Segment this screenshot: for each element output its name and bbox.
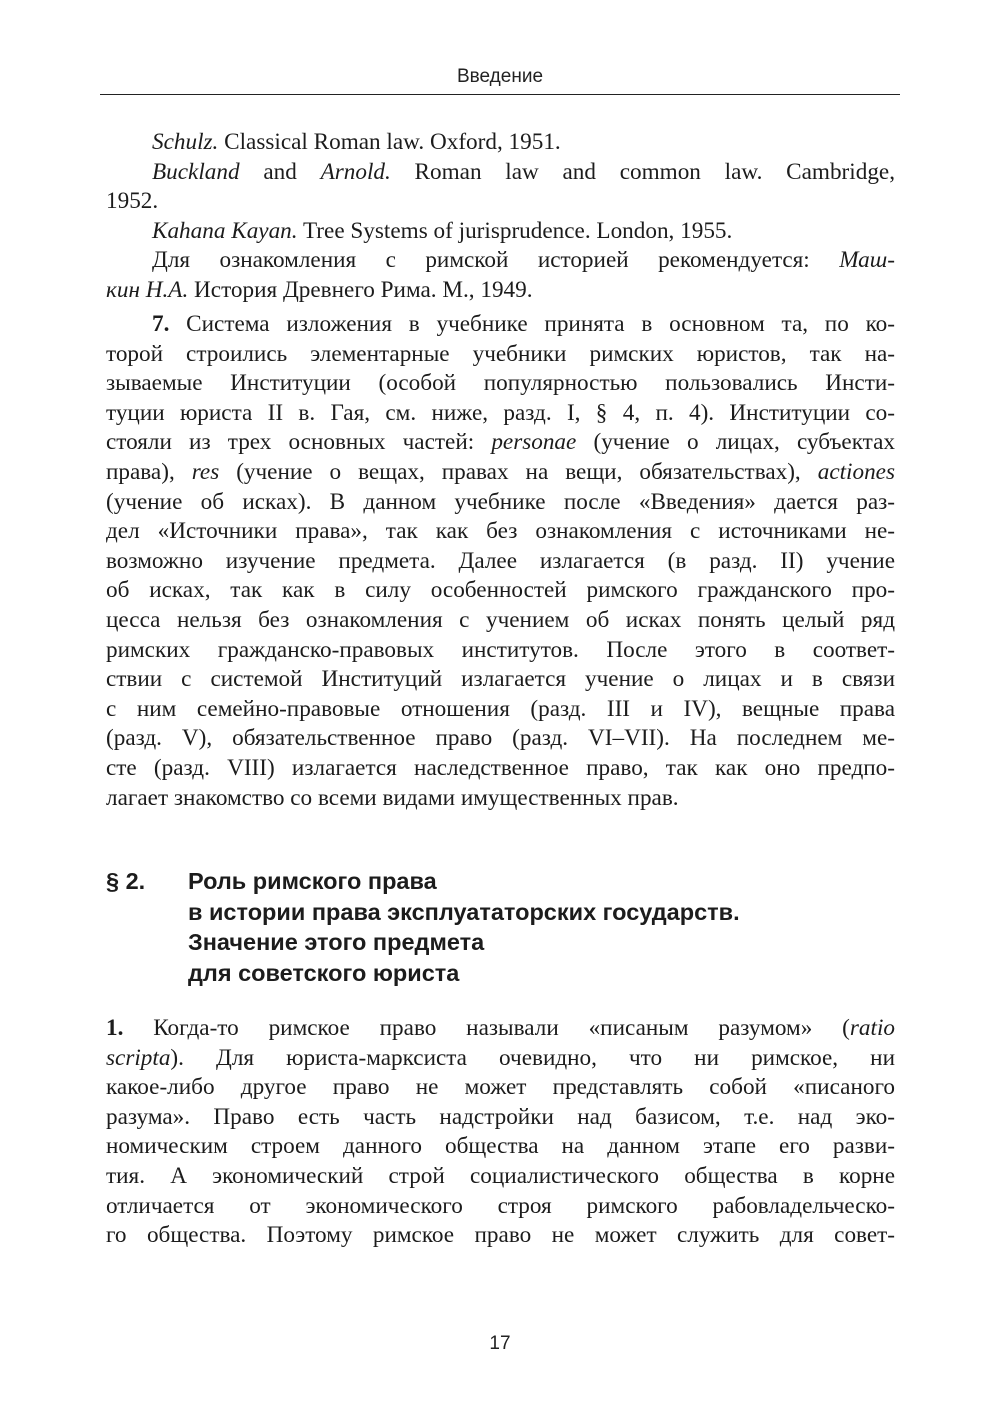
section-title-line: в истории права эксплуататорских государств. xyxy=(188,898,740,925)
reference-title: Classical Roman law. Oxford, 1951. xyxy=(218,129,561,155)
latin-term: personae xyxy=(491,429,577,456)
paragraph-line: цесса нельзя без ознакомления с учением об исках понять целый ряд xyxy=(106,606,895,633)
reference-author: Kahana Kayan. xyxy=(152,217,298,244)
reference-mashkin xyxy=(106,276,895,306)
paragraph-1 xyxy=(106,1014,895,1251)
paragraph-line: scripta). Для юриста-марксиста очевидно, что ни римское, ни xyxy=(106,1044,895,1071)
paragraph-line: туции юриста II в. Гая, см. ниже, разд. I, § 4, п. 4). Институции со- xyxy=(106,399,895,426)
reference-intro: Для ознакомления с римской историей рекомендуется: xyxy=(152,247,840,274)
bibliography-block xyxy=(106,128,895,306)
paragraph-line: ствии с системой Институций излагается учение о лицах и в связи xyxy=(106,666,895,693)
paragraph-number: 7. xyxy=(152,311,170,337)
running-head: Введение xyxy=(100,64,900,95)
section-title xyxy=(188,866,908,988)
paragraph-line: торой строились элементарные учебники римских юристов, так на- xyxy=(106,340,895,367)
paragraph-line: зываемые Институции (особой популярностью пользовались Инсти- xyxy=(106,370,895,397)
paragraph-line: с ним семейно-правовые отношения (разд. III и IV), вещные права xyxy=(106,695,895,722)
reference-schulz xyxy=(106,128,895,158)
page-number: 17 xyxy=(489,1333,511,1354)
section-number: § 2. xyxy=(106,868,146,894)
paragraph-line: го общества. Поэтому римское право не может служить для совет- xyxy=(106,1222,895,1249)
paragraph-line: 7. Система изложения в учебнике принята в основном та, по ко- xyxy=(152,311,895,337)
reference-author: Schulz. xyxy=(152,129,219,155)
reference-author: кин Н.А. xyxy=(106,276,189,303)
paragraph-line: лагает знакомство со всеми видами имущественных прав. xyxy=(106,784,679,811)
paragraph-line: об исках, так как в силу особенностей римского гражданского про- xyxy=(106,577,895,604)
paragraph-line: разума». Право есть часть надстройки над базисом, т.е. над эко- xyxy=(106,1103,895,1130)
paragraph-line: 1. Когда-то римское право называли «писаным разумом» (ratio xyxy=(106,1015,895,1041)
section-title-line: для советского юриста xyxy=(188,959,460,986)
latin-term: actiones xyxy=(817,458,895,485)
reference-title: История Древнего Рима. М., 1949. xyxy=(188,276,533,303)
reference-author: Buckland xyxy=(152,158,240,185)
paragraph-line: какое-либо другое право не может представлять собой «писаного xyxy=(106,1074,895,1101)
reference-buckland xyxy=(106,158,895,188)
paragraph-line: стояли из трех основных частей: personae (учение о лицах, субъектах xyxy=(106,429,895,456)
paragraph-7 xyxy=(106,310,895,813)
section-title-line: Роль римского права xyxy=(188,868,437,894)
paragraph-line: номическим строем данного общества на данном этапе его разви- xyxy=(106,1133,895,1160)
paragraph-line: отличается от экономического строя римского рабовладельческо- xyxy=(106,1192,895,1219)
paragraph-line: возможно изучение предмета. Далее излагается (в разд. II) учение xyxy=(106,547,895,574)
reference-buckland-year: 1952. xyxy=(106,188,159,215)
paragraph-line: тия. А экономический строй социалистического общества в корне xyxy=(106,1162,895,1189)
reference-author: Маш- xyxy=(839,247,895,274)
latin-term: ratio xyxy=(849,1015,895,1041)
section-title-line: Значение этого предмета xyxy=(188,929,485,955)
paragraph-line: права), res (учение о вещах, правах на вещи, обязательствах), actiones xyxy=(106,458,895,485)
reference-conjunction: and xyxy=(239,158,321,185)
paragraph-line: римских гражданско-правовых институтов. После этого в соответ- xyxy=(106,636,895,663)
reference-title: Tree Systems of jurisprudence. London, 1955. xyxy=(297,217,733,244)
reference-title: Roman law and common law. Cambridge, xyxy=(390,158,896,185)
latin-term: scripta xyxy=(106,1044,171,1071)
paragraph-line: (учение об исках). В данном учебнике после «Введения» дается раз- xyxy=(106,488,895,515)
reference-kahana xyxy=(106,217,895,247)
paragraph-line: дел «Источники права», так как без ознакомления с источниками не- xyxy=(106,518,895,545)
latin-term: res xyxy=(191,458,220,485)
paragraph-line: (разд. V), обязательственное право (разд. VI–VII). На последнем ме- xyxy=(106,725,895,752)
paragraph-line: сте (разд. VIII) излагается наследственное право, так как оно предпо- xyxy=(106,754,895,781)
paragraph-number: 1. xyxy=(106,1015,124,1041)
reference-author: Arnold. xyxy=(320,158,391,185)
reference-roman-history xyxy=(106,246,895,276)
